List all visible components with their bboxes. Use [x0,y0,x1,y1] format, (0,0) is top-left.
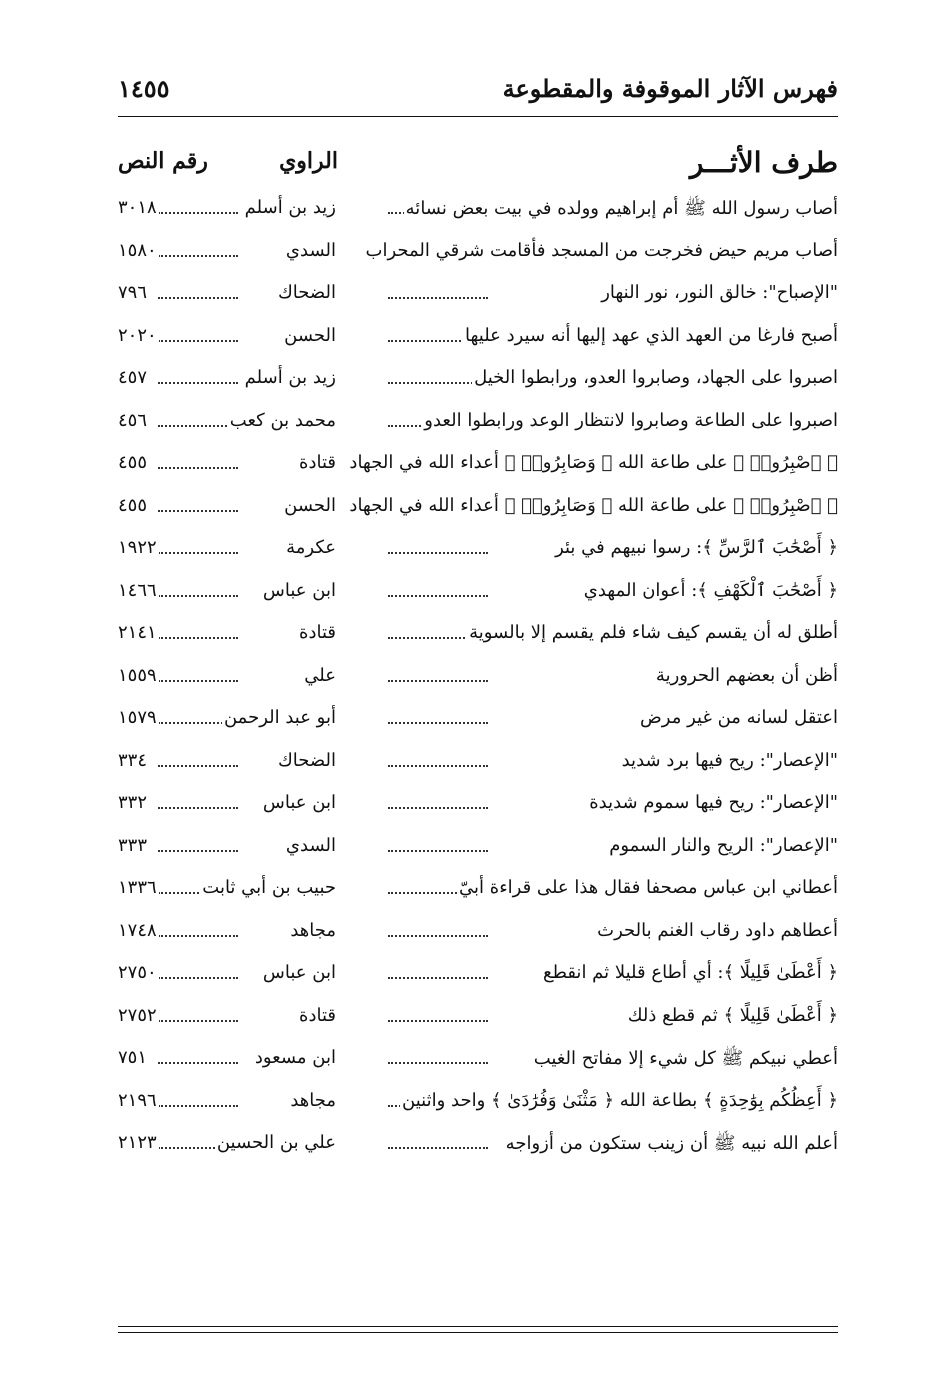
entry-number: ٢١٤١ [118,622,157,643]
entry-number: ٤٥٥ [118,452,148,473]
entry-text: أعطاني ابن عباس مصحفا فقال هذا على قراءة أبيّ [459,877,838,898]
leader-dots [158,255,238,257]
index-page [118,60,838,1166]
entry-narrator: زيد بن أسلم [244,197,336,218]
column-header-narrator: الراوي [279,148,338,174]
entry-number: ٣٣٣ [118,834,148,856]
index-entry [118,443,838,486]
entry-text: أصاب رسول الله ﷺ أم إبراهيم وولده في بيت بعض نسائه [404,197,838,223]
leader-dots [158,1020,238,1022]
entry-number: ١٩٢٢ [118,537,157,558]
entry-narrator: مجاهد [290,919,336,941]
entry-narrator: الحسن [284,324,336,346]
entry-text: أصبح فارغا من العهد الذي عهد إليها أنه سيرد عليها [464,324,838,346]
entry-narrator: ابن عباس [262,962,336,983]
leader-dots [158,467,238,469]
column-headers [118,130,838,188]
entry-narrator: السدي [285,834,336,856]
leader-dots [388,595,488,597]
entry-number: ١٥٥٩ [118,664,157,686]
leader-dots [388,680,488,682]
leader-dots [388,1062,488,1064]
entry-text: ﴿ أَصْحَٰبَ ٱلْكَهْفِ ﴾: أعوان المهدي [583,579,838,601]
leader-dots [158,807,238,809]
column-header-athar: طرف الأثـــر [689,146,838,179]
index-entry [118,273,838,316]
index-entry [118,1038,838,1081]
entry-text: "الإعصار": ريح فيها برد شديد [621,749,838,771]
entry-text: "الإعصار": ريح فيها سموم شديدة [589,792,838,813]
leader-dots [158,1105,238,1107]
index-entry [118,486,838,529]
leader-dots [158,680,238,682]
leader-dots [158,297,238,299]
leader-dots [388,552,488,554]
header-rule [118,116,838,117]
entry-narrator: زيد بن أسلم [244,367,336,388]
entry-number: ١٥٨٠ [118,239,157,261]
leader-dots [158,850,238,852]
entry-text: أظن أن بعضهم الحرورية [655,664,838,686]
running-head [118,60,838,110]
entry-narrator: الحسن [284,494,336,516]
entry-number: ٣٣٢ [118,792,148,813]
leader-dots [388,935,488,937]
index-entry [118,358,838,401]
entry-text: أعلم الله نبيه ﷺ أن زينب ستكون من أزواجه [504,1132,838,1158]
index-entry [118,1123,838,1166]
leader-dots [388,765,488,767]
entry-text: ﴿ أَعِظُكُم بِوَٰحِدَةٍ ﴾ بطاعة الله ﴿ مَثْنَىٰ وَفُرَٰدَىٰ ﴾ واحد واثنين [402,1089,838,1111]
entry-number: ١٣٣٦ [118,877,157,898]
leader-dots [158,340,238,342]
entry-narrator: مجاهد [290,1089,336,1111]
entry-text: ﴿ ٱصْبِرُوا۟ ﴾ على طاعة الله ﴿ وَصَابِرُوا۟ ﴾ أعداء الله في الجهاد [349,452,838,473]
leader-dots [388,297,488,299]
entry-narrator: محمد بن كعب [229,409,336,431]
entry-narrator: قتادة [299,1004,336,1026]
index-entry [118,868,838,911]
leader-dots [388,807,488,809]
entry-number: ٢١٩٦ [118,1089,157,1111]
entry-number: ٢٠٢٠ [118,324,157,346]
leader-dots [388,1020,488,1022]
index-entry [118,571,838,614]
entry-text: ﴿ ٱصْبِرُوا۟ ﴾ على طاعة الله ﴿ وَصَابِرُوا۟ ﴾ أعداء الله في الجهاد [349,494,838,516]
index-entry [118,953,838,996]
entry-number: ٣٠١٨ [118,197,157,218]
leader-dots [158,935,238,937]
index-entry [118,613,838,656]
entry-narrator: ابن عباس [262,579,336,601]
entry-narrator: علي [304,664,336,686]
entry-text: اصبروا على الجهاد، وصابروا العدو، ورابطوا الخيل [474,367,838,388]
entry-text: أطلق له أن يقسم كيف شاء فلم يقسم إلا بالسوية [469,622,838,643]
entry-text: "الإعصار": الريح والنار السموم [609,834,838,856]
entry-number: ١٥٧٩ [118,707,157,728]
entry-narrator: عكرمة [286,537,336,558]
index-entry [118,1081,838,1124]
entry-text: أصاب مريم حيض فخرجت من المسجد فأقامت شرقي المحراب [365,239,838,261]
entry-narrator: ابن مسعود [254,1047,336,1068]
entry-number: ٤٥٦ [118,409,148,431]
index-entry [118,401,838,444]
leader-dots [158,382,238,384]
leader-dots [388,1147,488,1149]
index-entry [118,741,838,784]
leader-dots [388,977,488,979]
entry-number: ٧٩٦ [118,282,148,303]
entry-text: أعطاهم داود رقاب الغنم بالحرث [597,919,838,941]
leader-dots [158,637,238,639]
entry-number: ٢٧٥٠ [118,962,157,983]
entry-text: ﴿ أَصْحَٰبَ ٱلرَّسِّ ﴾: رسوا نبيهم في بئر [555,537,838,558]
entry-text: اعتقل لسانه من غير مرض [640,707,838,728]
entry-text: "الإصباح": خالق النور، نور النهار [601,282,838,303]
column-header-number: رقم النص [118,148,208,174]
index-entry [118,783,838,826]
leader-dots [158,595,238,597]
entry-narrator: قتادة [299,622,336,643]
leader-dots [158,1062,238,1064]
index-entry [118,231,838,274]
index-entry [118,698,838,741]
entry-narrator: الضحاك [277,749,336,771]
entry-narrator: الضحاك [277,282,336,303]
leader-dots [388,850,488,852]
entry-narrator: ابن عباس [262,792,336,813]
index-entry [118,911,838,954]
index-entry [118,996,838,1039]
entry-number: ٣٣٤ [118,749,148,771]
leader-dots [388,722,488,724]
leader-dots [158,425,238,427]
page-number: ١٤٥٥ [118,74,170,103]
entry-number: ٧٥١ [118,1047,148,1068]
entry-number: ٢٧٥٢ [118,1004,157,1026]
entry-narrator: قتادة [299,452,336,473]
entry-narrator: السدي [285,239,336,261]
index-entry [118,316,838,359]
leader-dots [158,212,238,214]
entry-narrator: علي بن الحسين [216,1132,336,1153]
index-entry [118,528,838,571]
footer-rule [118,1326,838,1333]
index-entry [118,188,838,231]
index-entry [118,826,838,869]
entry-number: ٤٥٧ [118,367,148,388]
index-entry [118,656,838,699]
entry-narrator: أبو عبد الرحمن [223,707,336,728]
entry-text: ﴿ أَعْطَىٰ قَلِيلًا ﴾: أي أطاع قليلا ثم انقطع [542,962,838,983]
entry-text: اصبروا على الطاعة وصابروا لانتظار الوعد ورابطوا العدو [424,409,838,431]
running-title: فهرس الآثار الموقوفة والمقطوعة [502,74,838,103]
entry-number: ١٧٤٨ [118,919,157,941]
leader-dots [158,765,238,767]
entry-number: ٤٥٥ [118,494,148,516]
leader-dots [158,977,238,979]
entries-list [118,188,838,1166]
leader-dots [158,510,238,512]
entry-number: ٢١٢٣ [118,1132,157,1153]
entry-number: ١٤٦٦ [118,579,157,601]
entry-text: ﴿ أَعْطَىٰ قَلِيلًا ﴾ ثم قطع ذلك [627,1004,838,1026]
entry-text: أعطي نبيكم ﷺ كل شيء إلا مفاتح الغيب [532,1047,838,1073]
entry-narrator: حبيب بن أبي ثابت [202,877,336,898]
leader-dots [158,552,238,554]
